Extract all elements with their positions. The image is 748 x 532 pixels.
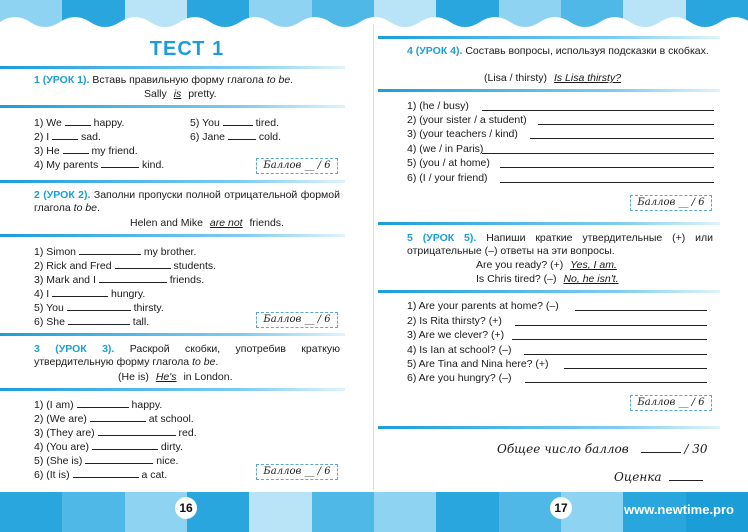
task-2-item [34, 287, 145, 301]
item-prefix: 2) Rick and Fred [34, 260, 112, 272]
item-prompt: 1) Are your parents at home? (–) [407, 300, 559, 312]
section-rule [378, 222, 720, 225]
item-prefix: 4) I [34, 288, 50, 300]
task-5-item [407, 358, 549, 371]
example-suffix: in London. [183, 371, 233, 383]
task-2-item [34, 259, 216, 273]
answer-blank[interactable] [228, 130, 256, 140]
section-rule [378, 36, 720, 39]
item-prompt: 6) Are you hungry? (–) [407, 372, 512, 384]
item-prefix: 2) (We are) [34, 413, 87, 425]
item-suffix: thirsty. [133, 302, 164, 314]
total-label: Общее число баллов [497, 442, 629, 456]
task-4-example [484, 72, 625, 85]
answer-blank[interactable] [115, 259, 171, 269]
answer-line[interactable] [575, 301, 707, 311]
task-3-number: 3 (УРОК 3). [34, 343, 115, 355]
task-1-item [34, 158, 164, 172]
example-answer: Yes, I am. [570, 259, 617, 271]
example-suffix: pretty. [188, 88, 217, 100]
score-box[interactable]: Баллов __ / 6 [630, 195, 712, 211]
example-answer: He's [155, 371, 177, 383]
task-4-text: Составь вопросы, используя подсказки в скобках. [465, 45, 709, 57]
task-2-item [34, 315, 149, 329]
section-rule [0, 105, 345, 108]
task-4-instruction [407, 45, 713, 58]
example-suffix: friends. [249, 217, 284, 229]
task-5-instruction [407, 232, 713, 258]
answer-line[interactable] [525, 373, 707, 383]
answer-blank[interactable] [101, 158, 139, 168]
task-2-item [34, 245, 196, 259]
item-prompt: 4) (we / in Paris) [407, 143, 484, 155]
page-title: ТЕСТ 1 [149, 38, 225, 60]
item-prompt: 6) (I / your friend) [407, 172, 488, 184]
score-box[interactable]: Баллов __ / 6 [256, 158, 338, 174]
item-suffix: happy. [131, 399, 163, 411]
task-3-item [34, 426, 197, 440]
task-5-text: Напиши краткие утвердительные (+) или отрицательные (–) ответы на эти вопросы. [407, 232, 713, 257]
task-4-item [407, 128, 518, 141]
task-1-item [34, 130, 101, 144]
score-box[interactable]: Баллов __ / 6 [256, 312, 338, 328]
section-rule [0, 66, 345, 69]
item-prefix: 6) Jane [190, 131, 226, 143]
answer-blank[interactable] [99, 273, 167, 283]
item-suffix: tall. [132, 316, 150, 328]
item-suffix: friends. [169, 274, 205, 286]
answer-blank[interactable] [67, 301, 131, 311]
item-prefix: 2) I [34, 131, 50, 143]
example-prefix: (Lisa / thirsty) [484, 72, 548, 84]
answer-blank[interactable] [52, 287, 108, 297]
example-prefix: Is Chris tired? (–) [476, 273, 557, 285]
task-5-item [407, 329, 504, 342]
task-4-item [407, 143, 483, 156]
task-3-verb: to be [192, 356, 216, 368]
task-5-example-1 [476, 259, 621, 272]
item-suffix: students. [173, 260, 217, 272]
item-prompt: 3) Are we clever? (+) [407, 329, 505, 341]
answer-blank[interactable] [79, 245, 141, 255]
example-prefix: Helen and Mike [130, 217, 203, 229]
item-prompt: 2) Is Rita thirsty? (+) [407, 315, 502, 327]
answer-blank[interactable] [65, 116, 91, 126]
total-blank[interactable] [641, 443, 681, 453]
answer-line[interactable] [515, 316, 707, 326]
item-prefix: 3) He [34, 145, 60, 157]
wave-decoration [0, 12, 748, 34]
item-prefix: 6) She [34, 316, 65, 328]
item-prompt: 3) (your teachers / kind) [407, 128, 518, 140]
item-prefix: 4) My parents [34, 159, 99, 171]
task-3-item [34, 398, 162, 412]
answer-blank[interactable] [85, 454, 153, 464]
task-5-item [407, 315, 502, 328]
page-number-right: 17 [550, 497, 572, 519]
section-rule [0, 333, 345, 336]
item-prefix: 6) (It is) [34, 469, 70, 481]
section-rule [378, 426, 720, 429]
example-answer: are not [209, 217, 243, 229]
task-2-number: 2 (УРОК 2). [34, 189, 91, 201]
task-1-example [144, 88, 217, 101]
task-3-item [34, 468, 167, 482]
item-prompt: 1) (he / busy) [407, 100, 469, 112]
task-4-item [407, 172, 488, 185]
item-suffix: happy. [93, 117, 125, 129]
answer-blank[interactable] [92, 440, 158, 450]
task-2-text: Заполни пропуски полной отрицательной формой глагола [34, 189, 340, 214]
answer-blank[interactable] [77, 398, 129, 408]
item-prompt: 4) Is Ian at school? (–) [407, 344, 512, 356]
task-4-item [407, 100, 469, 113]
score-box[interactable]: Баллов __ / 6 [256, 464, 338, 480]
website-link[interactable]: www.newtime.pro [623, 502, 734, 517]
example-answer: No, he isn't. [563, 273, 619, 285]
answer-blank[interactable] [223, 116, 253, 126]
task-2-item [34, 273, 204, 287]
item-suffix: nice. [156, 455, 179, 467]
task-5-item [407, 300, 559, 313]
answer-line[interactable] [530, 129, 714, 139]
item-suffix: a cat. [141, 469, 168, 481]
example-prefix: Sally [144, 88, 167, 100]
task-4-item [407, 157, 490, 170]
task-2-dot: . [97, 202, 100, 214]
example-prefix: Are you ready? (+) [476, 259, 564, 271]
item-suffix: my friend. [91, 145, 138, 157]
task-1-number: 1 (УРОК 1). [34, 74, 90, 86]
answer-line[interactable] [482, 101, 714, 111]
task-2-instruction [34, 189, 340, 215]
item-suffix: tired. [255, 117, 279, 129]
task-1-item [190, 116, 279, 130]
task-1-text: Вставь правильную форму глагола [92, 74, 264, 86]
item-prefix: 1) Simon [34, 246, 77, 258]
task-5-example-2 [476, 273, 623, 286]
section-rule [0, 180, 345, 183]
item-suffix: my brother. [143, 246, 197, 258]
task-5-item [407, 372, 511, 385]
answer-blank[interactable] [52, 130, 78, 140]
item-prefix: 3) Mark and I [34, 274, 96, 286]
answer-line[interactable] [500, 173, 714, 183]
item-prefix: 4) (You are) [34, 441, 90, 453]
answer-line[interactable] [500, 158, 714, 168]
section-rule [378, 290, 720, 293]
item-prompt: 5) (you / at home) [407, 157, 490, 169]
task-3-text: Раскрой скобки, употребив краткую утвердительную форму глагола [34, 343, 340, 368]
item-suffix: red. [178, 427, 197, 439]
item-prompt: 5) Are Tina and Nina here? (+) [407, 358, 549, 370]
item-prefix: 3) (They are) [34, 427, 95, 439]
answer-blank[interactable] [68, 315, 130, 325]
task-2-example [130, 217, 284, 230]
task-4-item [407, 114, 527, 127]
example-prefix: (He is) [118, 371, 149, 383]
item-prompt: 2) (your sister / a student) [407, 114, 527, 126]
task-4-number: 4 (УРОК 4). [407, 45, 463, 57]
task-3-item [34, 454, 178, 468]
task-1-item [34, 144, 138, 158]
task-1-item [190, 130, 281, 144]
item-suffix: kind. [142, 159, 165, 171]
page-number-left: 16 [175, 497, 197, 519]
item-suffix: hungry. [111, 288, 146, 300]
task-1-verb: to be [266, 74, 291, 86]
answer-line[interactable] [482, 144, 714, 154]
grade-label: Оценка [614, 470, 662, 484]
total-max: / 30 [684, 442, 708, 456]
answer-line[interactable] [538, 115, 714, 125]
page-divider [373, 24, 374, 490]
task-2-verb: to be [73, 202, 98, 214]
task-3-item [34, 440, 183, 454]
answer-line[interactable] [564, 359, 707, 369]
item-prefix: 1) (I am) [34, 399, 74, 411]
answer-blank[interactable] [98, 426, 176, 436]
section-rule [378, 89, 720, 92]
example-answer: Is Lisa thirsty? [553, 72, 622, 84]
task-1-dot: . [290, 74, 294, 86]
task-1-item [34, 116, 124, 130]
task-3-item [34, 412, 194, 426]
item-suffix: at school. [148, 413, 194, 425]
answer-line[interactable] [524, 345, 707, 355]
task-1-instruction [34, 74, 340, 87]
task-2-item [34, 301, 164, 315]
answer-blank[interactable] [73, 468, 139, 478]
task-5-number: 5 (УРОК 5). [407, 232, 477, 244]
item-prefix: 5) (She is) [34, 455, 83, 467]
answer-blank[interactable] [63, 144, 89, 154]
example-answer: is [173, 88, 182, 100]
total-score-row [497, 442, 708, 456]
item-suffix: sad. [81, 131, 101, 143]
task-3-instruction [34, 343, 340, 369]
task-3-example [118, 371, 233, 384]
item-prefix: 5) You [34, 302, 64, 314]
section-rule [0, 234, 345, 237]
item-prefix: 1) We [34, 117, 62, 129]
score-box[interactable]: Баллов __ / 6 [630, 395, 712, 411]
answer-blank[interactable] [90, 412, 146, 422]
task-5-item [407, 344, 511, 357]
section-rule [0, 388, 345, 391]
grade-blank[interactable] [669, 471, 703, 481]
item-prefix: 5) You [190, 117, 220, 129]
grade-row [614, 470, 703, 484]
item-suffix: cold. [258, 131, 282, 143]
answer-line[interactable] [512, 330, 707, 340]
item-suffix: dirty. [160, 441, 183, 453]
task-3-dot: . [215, 356, 219, 368]
